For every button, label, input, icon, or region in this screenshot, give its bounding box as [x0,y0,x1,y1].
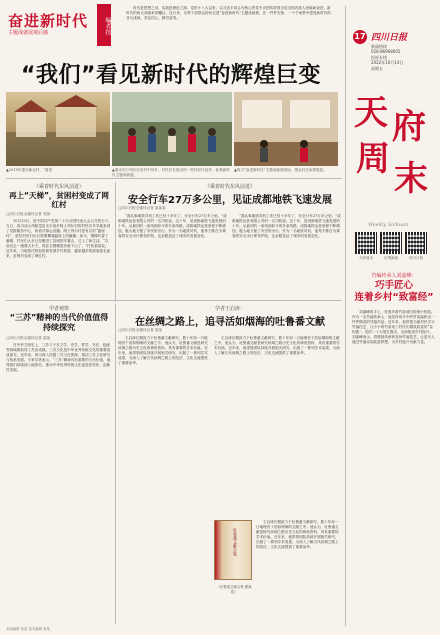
supplement-char-4: 末 [394,159,428,199]
supplement-char-1: 天 [354,93,388,133]
info-hotline-label: 新闻热线 [371,44,387,49]
right-article-body: 刘嘉峰的手上，有很多被竹条划出的细小伤痕。作为一名竹编传承人，他坚持用手中的竹条编织出一件件精美的竹编作品。近年来，他带领当地村民学习竹编技艺，让小小的竹条成了村民们增收致富的“金钥匙”。党的二十大报告提出，全面推进乡村振兴。刘嘉峰表示，将继续传承和发扬竹编技艺，让更多人通过竹编实现致富梦想，为乡村振兴贡献力量。 [352,310,435,344]
article2-body-col2: “我从事地铁司机工作已经十多年了，安全行车27万多公里。”成都地铁运营有限公司的一名司机说。这十年，是成都地铁飞速发展的十年。从最初的一条线到如今的多条线路，成都地铁运营里程不断增加，极大地方便了市民的出行。作为一名地铁司机，他每天都在为乘客的安全出行保驾护航，也亲眼见证了城市的发展变化。 [232,214,341,238]
newspaper-name: 四川日报 [371,33,408,43]
article4-body-col2: 王启涛长期致力于吐鲁番文献研究，数十年如一日地埋首于浩如烟海的文献之中。他认为，吐鲁番文献是研究丝绸之路历史文化的珍贵资料，具有重要的学术价值。近年来，他带领团队持续开展相关研究，出版了一系列学术成果，为深入了解古代丝绸之路上的经济、文化交流提供了重要参考。 [214,336,340,355]
info-complaint-label: 投诉专线 [371,54,387,60]
photo-village-image [6,92,110,166]
article3-author: □四川日报全媒体记者 某某 [6,336,51,340]
article3-title: “三苏”精神的当代价值值得持续探究 [9,313,109,332]
section-title: 奋进新时代 [8,12,89,30]
supplement-char-3: 周 [356,139,390,179]
row-divider [6,300,342,301]
article2-author: □四川日报全媒体记者 某某某 [118,206,166,210]
section-subtitle: 主题成就展观后感 [8,30,49,36]
book-title: 吐鲁番文献合集 [233,528,238,556]
photo-people-caption: ▲重庆市万州区红岩村中坝乡，村民们在展出的一些村民代表旁，参观新时代主题成就展。 [112,168,230,177]
page-footer: 本版编辑 某某 美术编辑 某某 [6,627,50,631]
qr-label: 川观新闻 [384,256,398,260]
right-article-kicker: 竹编传承人刘嘉峰： [371,273,417,279]
book-caption: 《吐鲁番文献合集·儒典卷》 [216,585,252,594]
article1-title: 再上“天梯”，贫困村变成了网红村 [9,191,109,209]
photo-village-caption: ▲2019年重庆新农村，“看见 [6,168,53,172]
qr-code-icon[interactable] [380,232,402,254]
article2-title: 安全行车27万多公里，见证成都地铁飞速发展 [128,195,332,206]
info-hotline-number: 028-86968005 [371,49,401,55]
article4-body-col3: 王启涛长期致力于吐鲁番文献研究，数十年如一日地埋首于浩如烟海的文献之中。他认为，吐鲁番文献是研究丝绸之路历史文化的珍贵资料，具有重要的学术价值。近年来，他带领团队持续开展相关研究，出版了一系列学术成果，为深入了解古代丝绸之路上的经济、文化交流提供了重要参考。 [256,520,339,549]
row-divider [6,178,342,179]
supplement-char-2: 府 [392,107,426,147]
article4-kicker: 学者王启涛： [214,306,245,312]
page-number-badge: 17 [353,30,367,44]
photo-people-image [112,92,232,166]
qr-code-icon[interactable] [355,232,377,254]
article1-body: 10月13日，是中国共产党第二十次全国代表大会召开的日子。当日，四川凉山州昭觉县支尔莫乡阿土列尔村的村民们早早地来到了党群服务中心，收看开幕会直播。阿土列尔村是有名的“悬崖村”，曾经村民们出行需要攀爬悬崖上的藤梯。如今，钢梯代替了藤梯，村民们大多已经搬进了县城的安置点，过上了新生活。“以前出去一趟要大半天，现在走钢梯很快就下山了。”村民某某说。近年来，当地依托特色资源发展乡村旅游，越来越多的游客慕名而来，贫困村变成了网红村。 [6,219,112,258]
newspaper-info [371,44,435,71]
article2-body-col1: “我从事地铁司机工作已经十多年了，安全行车27万多公里。”成都地铁运营有限公司的一名司机说。这十年，是成都地铁飞速发展的十年。从最初的一条线到如今的多条线路，成都地铁运营里程不断增加，极大地方便了市民的出行。作为一名地铁司机，他每天都在为乘客的安全出行保驾护航，也亲眼见证了城市的发展变化。 [118,214,227,238]
info-weekday: 星期五 [371,65,383,71]
article4-body-col1: 王启涛长期致力于吐鲁番文献研究，数十年如一日地埋首于浩如烟海的文献之中。他认为，吐鲁番文献是研究丝绸之路历史文化的珍贵资料，具有重要的学术价值。近年来，他带领团队持续开展相关研究，出版了一系列学术成果，为深入了解古代丝绸之路上的经济、文化交流提供了重要参考。 [118,336,208,365]
qr-code-icon[interactable] [405,232,427,254]
supplement-english: Weekly Sichuan [368,222,409,228]
article3-kicker: 学者观察 [48,306,69,312]
main-headline: “我们”看见新时代的辉煌巨变 [21,63,321,88]
editor-note-label: 编者按 [97,4,111,46]
article4-title: 在丝绸之路上，追寻活如烟海的吐鲁番文献 [135,317,325,328]
article1-kicker: 《乘着时代东风前进》 [33,184,84,190]
supplement-title [352,93,436,206]
qr-label: 四川日报 [409,256,423,260]
photo-exhibition [234,92,338,166]
photo-exhibition-caption: ▲四川“奋进新时代”主题成就展现场，观众们在参观展览。 [234,168,327,172]
article3-body: 在中华文明史上，三苏父子在文学、史学、哲学、书法、绘画等领域都取得了杰出成就。三苏文化是中华优秀传统文化的重要组成部分。近年来，四川深入挖掘三苏文化资源，推动三苏文化研究与传承发展。专家学者表示，“三苏”精神具有重要的当代价值，值得我们持续深入地探究，推动中华优秀传统文化创造性转化、创新性发展。 [6,343,111,372]
column-divider [345,6,346,626]
article4-author: □四川日报全媒体记者 某某 [118,328,163,332]
photo-village [6,92,110,166]
column-divider [115,182,116,302]
article1-author: □四川日报全媒体记者 吴晓 [6,212,51,216]
photo-exhibition-image [234,92,338,166]
info-date: 2022年10月14日 [371,60,404,66]
column-divider [115,304,116,624]
right-article-title: 巧手匠心 连着乡村“致富经” [354,280,434,303]
editor-intro-text: 时代是思想之母，实践是理论之源。党的十八大以来，以习近平同志为核心的党中央团结带领全党全国各族人民砥砺奋进，新时代的伟大成就举世瞩目。连日来，各界干部群众纷纷走进“奋进新时代”主题成就展，在一件件实物、一个个场景中感受新时代的非凡成就，坚定信心，踔厉奋发。 [126,6,331,20]
article2-kicker: 《乘着时代东风前进》 [204,184,255,190]
qr-label: 天府周末 [359,256,373,260]
photo-people [112,92,232,166]
